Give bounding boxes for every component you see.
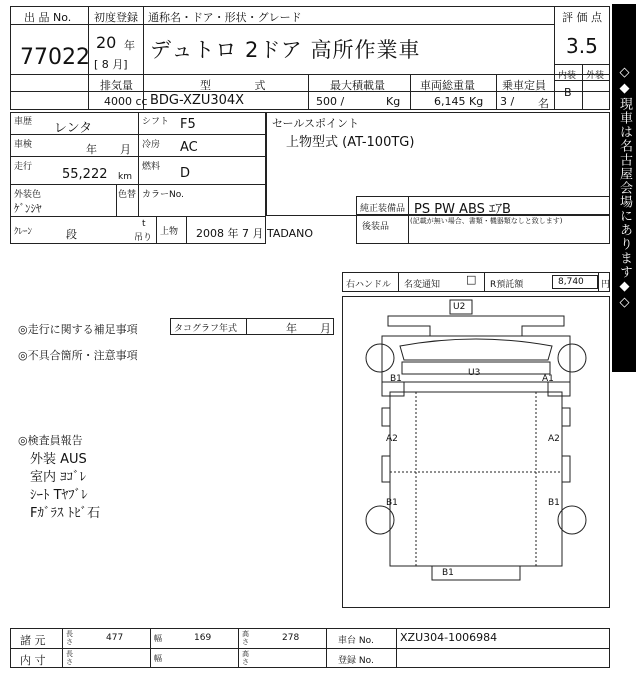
- mileage: 55,222: [62, 167, 108, 182]
- mileage-label: 走行: [14, 162, 33, 172]
- truck-bed: [390, 392, 562, 566]
- chassis-label: 車台 No.: [338, 636, 374, 646]
- in-length-label: 長さ: [66, 650, 73, 666]
- body-label: 上物: [160, 227, 179, 237]
- interior-grade: B: [564, 86, 572, 99]
- damage-mark-a1-right: A1: [542, 374, 554, 384]
- ext-color: ｹﾞﾝｼﾔ: [14, 202, 42, 215]
- capacity-unit: 名: [538, 97, 549, 110]
- fuel-label: 燃料: [142, 162, 161, 172]
- length-label: 長さ: [66, 630, 73, 646]
- aircon: AC: [180, 140, 198, 155]
- max-load: 500 /: [316, 95, 345, 108]
- reg-no-label: 登録 No.: [338, 656, 374, 666]
- fuel: D: [180, 166, 191, 181]
- model-code: BDG-XZU304X: [150, 93, 245, 108]
- mileage-unit: km: [118, 172, 132, 182]
- damage-mark-u2: U2: [453, 302, 466, 312]
- first-reg-label: 初度登録: [94, 11, 138, 24]
- truck-cab-outline: [388, 316, 564, 336]
- lot-no-label: 出 品 No.: [24, 11, 72, 24]
- max-load-unit: Kg: [386, 95, 401, 108]
- color-code-label: カラーNo.: [142, 190, 184, 200]
- front-left-wheel: [366, 344, 394, 372]
- shift: F5: [180, 117, 196, 132]
- body-info: 2008 年 7 月 TADANO: [196, 227, 314, 240]
- height-label: 高さ: [242, 630, 249, 646]
- model-name: デュトロ 2ドア 高所作業車: [150, 38, 421, 62]
- lot-no: 77022: [20, 45, 90, 70]
- inspector-line: Fｶﾞﾗｽ ﾄﾋﾞ石: [30, 506, 101, 521]
- inspector-label: ◎検査員報告: [18, 434, 83, 447]
- front-right-wheel: [558, 344, 586, 372]
- equipment-label: 純正装備品: [360, 204, 406, 214]
- damage-mark-b1-rear-left: B1: [386, 498, 398, 508]
- capacity-label: 乗車定員: [502, 79, 546, 92]
- recycle-unit: 円: [601, 280, 611, 290]
- dims-label: 諸 元: [20, 634, 46, 647]
- damage-mark-b1-rear-right: B1: [548, 498, 560, 508]
- recycle-value: 8,740: [558, 277, 584, 287]
- inspector-line: 室内 ﾖｺﾞﾚ: [30, 470, 87, 485]
- venue-banner: ◇◆現車は名古屋会場にあります◆◇: [612, 4, 636, 372]
- length: 477: [106, 633, 124, 643]
- tacho-label: タコグラフ年式: [174, 324, 238, 334]
- interior-grade-label: 内装: [558, 71, 577, 81]
- first-reg-year: 20: [96, 33, 117, 52]
- tacho-month: 月: [320, 322, 331, 335]
- damage-mark-a2-left: A2: [386, 434, 398, 444]
- first-reg-month: [ 8 月]: [94, 58, 128, 71]
- inspector-line: 外装 AUS: [30, 452, 87, 467]
- inspection-month: 月: [120, 143, 131, 156]
- truck-door-left: [382, 382, 404, 396]
- damage-mark-b1-bottom: B1: [442, 568, 454, 578]
- max-load-label: 最大積載量: [330, 79, 385, 92]
- name-change-label: 名変通知: [404, 280, 441, 290]
- inspector-line: ｼｰﾄ Tﾔﾌﾞﾚ: [30, 488, 88, 503]
- height: 278: [282, 633, 300, 643]
- displacement: 4000 cc: [104, 95, 148, 108]
- aftermarket-note: (記載が無い場合、書類・機器類なしと致します): [410, 217, 563, 225]
- shift-label: シフト: [142, 117, 170, 127]
- first-reg-year-unit: 年: [124, 39, 135, 52]
- width-label: 幅: [154, 634, 162, 643]
- capacity: 3 /: [500, 95, 515, 108]
- width: 169: [194, 633, 212, 643]
- in-width-label: 幅: [154, 654, 162, 663]
- crane-hook: 吊り: [134, 233, 153, 243]
- history-label: 車歴: [14, 117, 33, 127]
- history: レンタ: [54, 121, 93, 136]
- gross-weight: 6,145 Kg: [434, 95, 484, 108]
- truck-door-right: [548, 382, 570, 396]
- damage-mark-b1-left: B1: [390, 374, 402, 384]
- equipment-value: PS PW ABS ｴｱB: [414, 202, 511, 217]
- model-code-label: 型 式: [200, 79, 286, 92]
- grade-value: 3.5: [566, 34, 598, 58]
- sales-point-text: 上物型式 (AT-100TG): [286, 135, 415, 150]
- chassis-no: XZU304-1006984: [400, 631, 498, 644]
- aftermarket-label: 後装品: [362, 222, 390, 232]
- damage-mark-u3: U3: [468, 368, 481, 378]
- color-change-label: 色替: [118, 190, 137, 200]
- crane-label: ｸﾚｰﾝ: [14, 227, 33, 237]
- inspection-year: 年: [86, 143, 97, 156]
- exterior-grade-label: 外装: [586, 71, 605, 81]
- crane-steps: 段: [66, 228, 77, 241]
- in-height-label: 高さ: [242, 650, 249, 666]
- sales-point-label: セールスポイント: [272, 117, 360, 130]
- name-change-checkbox[interactable]: □: [466, 273, 477, 286]
- grade-label: 評 価 点: [562, 11, 602, 24]
- displacement-label: 排気量: [100, 79, 133, 92]
- recycle-label: R預託額: [490, 280, 524, 290]
- ext-color-label: 外装色: [14, 190, 42, 200]
- gross-weight-label: 車両総重量: [420, 79, 475, 92]
- damage-mark-a2-right: A2: [548, 434, 560, 444]
- aircon-label: 冷房: [142, 140, 161, 150]
- tacho-year: 年: [286, 322, 297, 335]
- defects-label: ◎不具合箇所・注意事項: [18, 349, 138, 362]
- model-name-label: 通称名・ドア・形状・グレード: [148, 11, 302, 24]
- truck-diagram-svg: [342, 296, 610, 608]
- crane-tons: t: [142, 219, 146, 229]
- interior-dims-label: 内 寸: [20, 654, 46, 667]
- truck-windshield: [400, 339, 552, 360]
- inspection-label: 車検: [14, 140, 33, 150]
- drive-side: 右ハンドル: [346, 280, 392, 290]
- running-notes-label: ◎走行に関する補足事項: [18, 323, 138, 336]
- truck-diagram: [342, 296, 610, 608]
